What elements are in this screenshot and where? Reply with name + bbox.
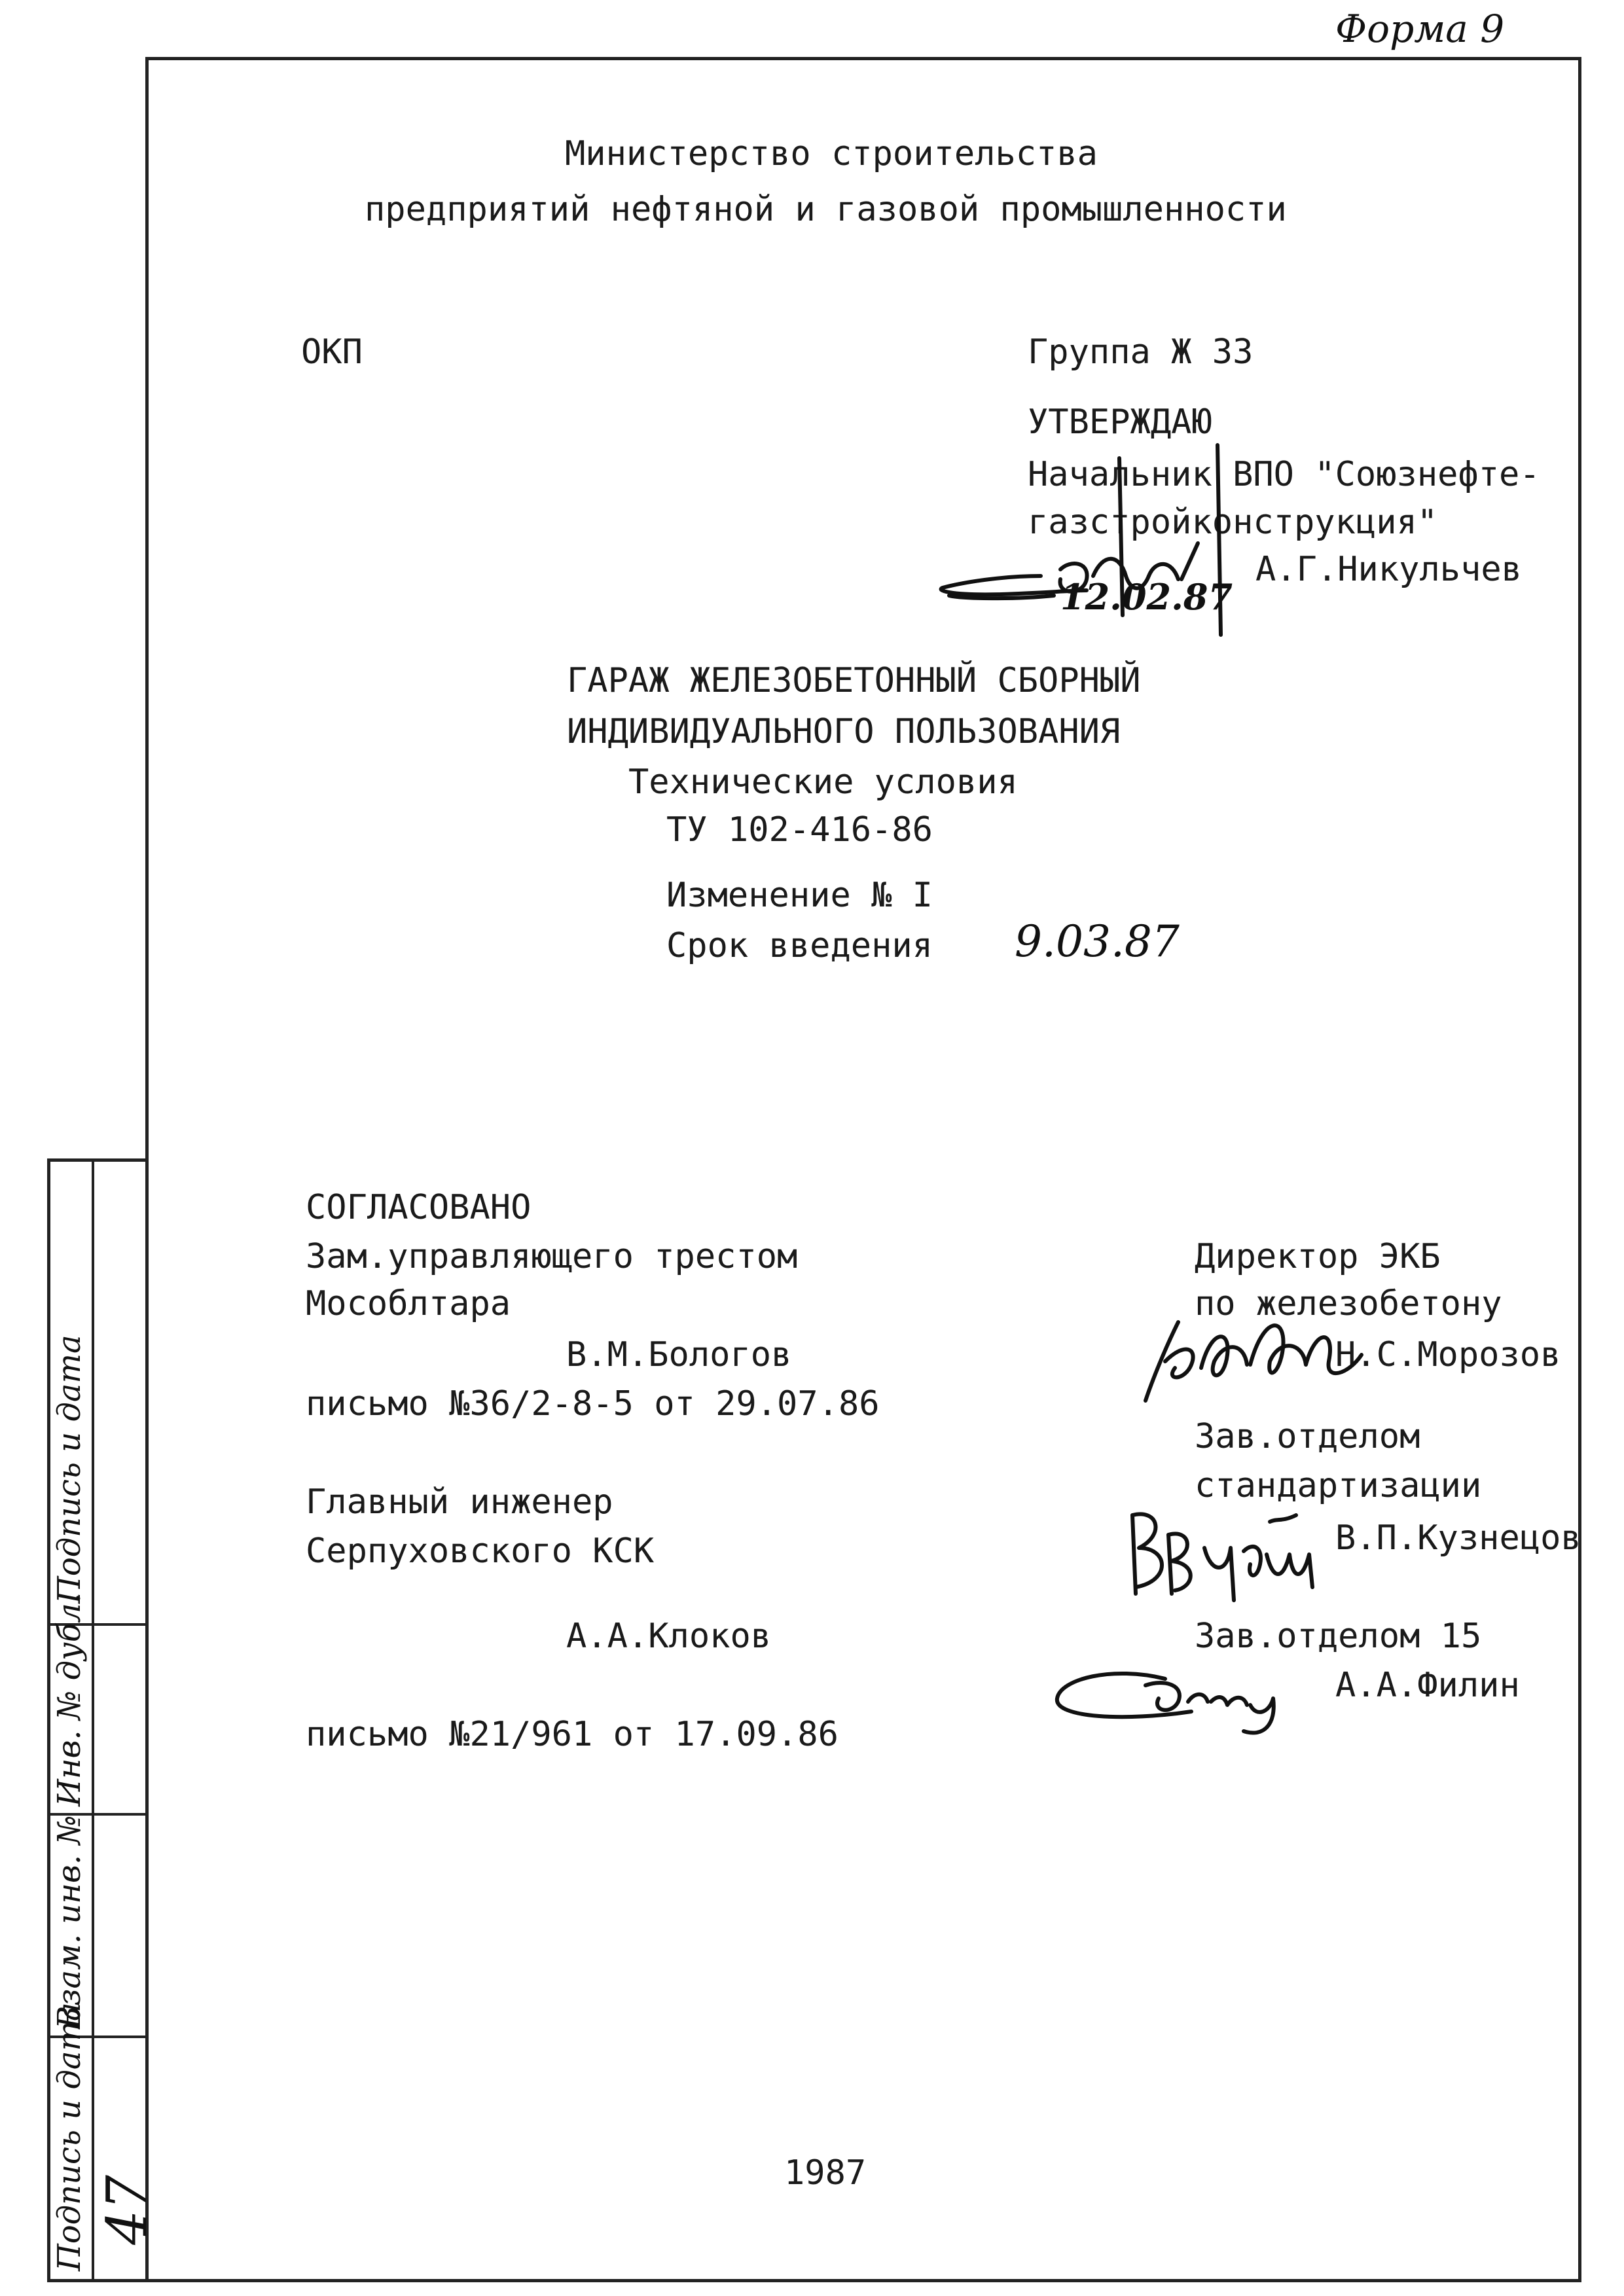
agreed-signer1-line-2: Мособлтара: [306, 1284, 511, 1323]
stamp-inv-number: 47: [95, 2175, 159, 2245]
agreed-title: СОГЛАСОВАНО: [306, 1188, 532, 1227]
right-signer2-name: В.П.Кузнецов: [1335, 1518, 1581, 1558]
year: 1987: [784, 2153, 867, 2193]
signature-morozov: [1139, 1302, 1388, 1414]
right-signer1-name: Н.С.Морозов: [1335, 1335, 1561, 1374]
approval-signature: [923, 419, 1263, 641]
agreed-signer2-line-1: Главный инженер: [306, 1482, 613, 1522]
right-signer1-line-1: Директор ЭКБ: [1195, 1237, 1441, 1276]
doc-change: Изменение № I: [666, 876, 933, 915]
agreed-signer2-letter: письмо №21/961 от 17.09.86: [306, 1715, 839, 1754]
doc-effective-date: 9.03.87: [1015, 916, 1180, 967]
agreed-signer1-letter: письмо №36/2-8-5 от 29.07.86: [306, 1384, 880, 1424]
right-signer1-line-2: по железобетону: [1195, 1284, 1502, 1323]
approval-position-2: газстройконструкция": [1028, 503, 1438, 542]
agreed-signer2-line-2: Серпуховского КСК: [306, 1532, 655, 1571]
ministry-line-2: предприятий нефтяной и газовой промышленности: [365, 190, 1287, 229]
agreed-signer1-name: В.М.Бологов: [566, 1335, 792, 1374]
form-label: Форма 9: [1335, 7, 1505, 51]
stamp-label-sign-date-1: Подпись и дата: [51, 1335, 88, 1604]
doc-effective-label: Срок введения: [666, 926, 933, 965]
stamp-label-sign-date-2: Подпись и дата: [51, 2002, 88, 2271]
right-signer2-line-2: стандартизации: [1195, 1466, 1482, 1505]
approval-name: А.Г.Никульчев: [1255, 550, 1522, 589]
stamp-label-inv-dubl: Инв. № дубл.: [51, 1593, 88, 1806]
group-label: Группа Ж 33: [1028, 332, 1254, 372]
approval-date: 12.02.87: [1060, 576, 1233, 618]
agreed-signer1-line-1: Зам.управляющего трестом: [306, 1237, 798, 1276]
doc-title-line-2: ИНДИВИДУАЛЬНОГО ПОЛЬЗОВАНИЯ: [567, 712, 1121, 751]
doc-code: ТУ 102-416-86: [666, 810, 933, 850]
stamp-divider: [92, 1158, 94, 2282]
page-frame: [145, 57, 1581, 2282]
stamp-label-vzam: Взам. инв. №: [51, 1815, 88, 2029]
doc-title-line-1: ГАРАЖ ЖЕЛЕЗОБЕТОННЫЙ СБОРНЫЙ: [567, 661, 1141, 700]
ministry-line-1: Министерство строительства: [565, 134, 1098, 173]
signature-filin: [1047, 1640, 1329, 1744]
approval-position-1: Начальник ВПО "Союзнефте-: [1028, 455, 1540, 494]
agreed-signer2-name: А.А.Клоков: [566, 1617, 772, 1656]
right-signer3-name: А.А.Филин: [1335, 1666, 1520, 1705]
right-signer2-line-1: Зав.отделом: [1195, 1417, 1420, 1456]
signature-kuznetsov: [1119, 1502, 1335, 1613]
approval-title: УТВЕРЖДАЮ: [1028, 403, 1212, 442]
right-signer3-line-1: Зав.отделом 15: [1195, 1617, 1482, 1656]
okp-label: ОКП: [301, 332, 363, 372]
doc-subtitle: Технические условия: [628, 762, 1018, 802]
